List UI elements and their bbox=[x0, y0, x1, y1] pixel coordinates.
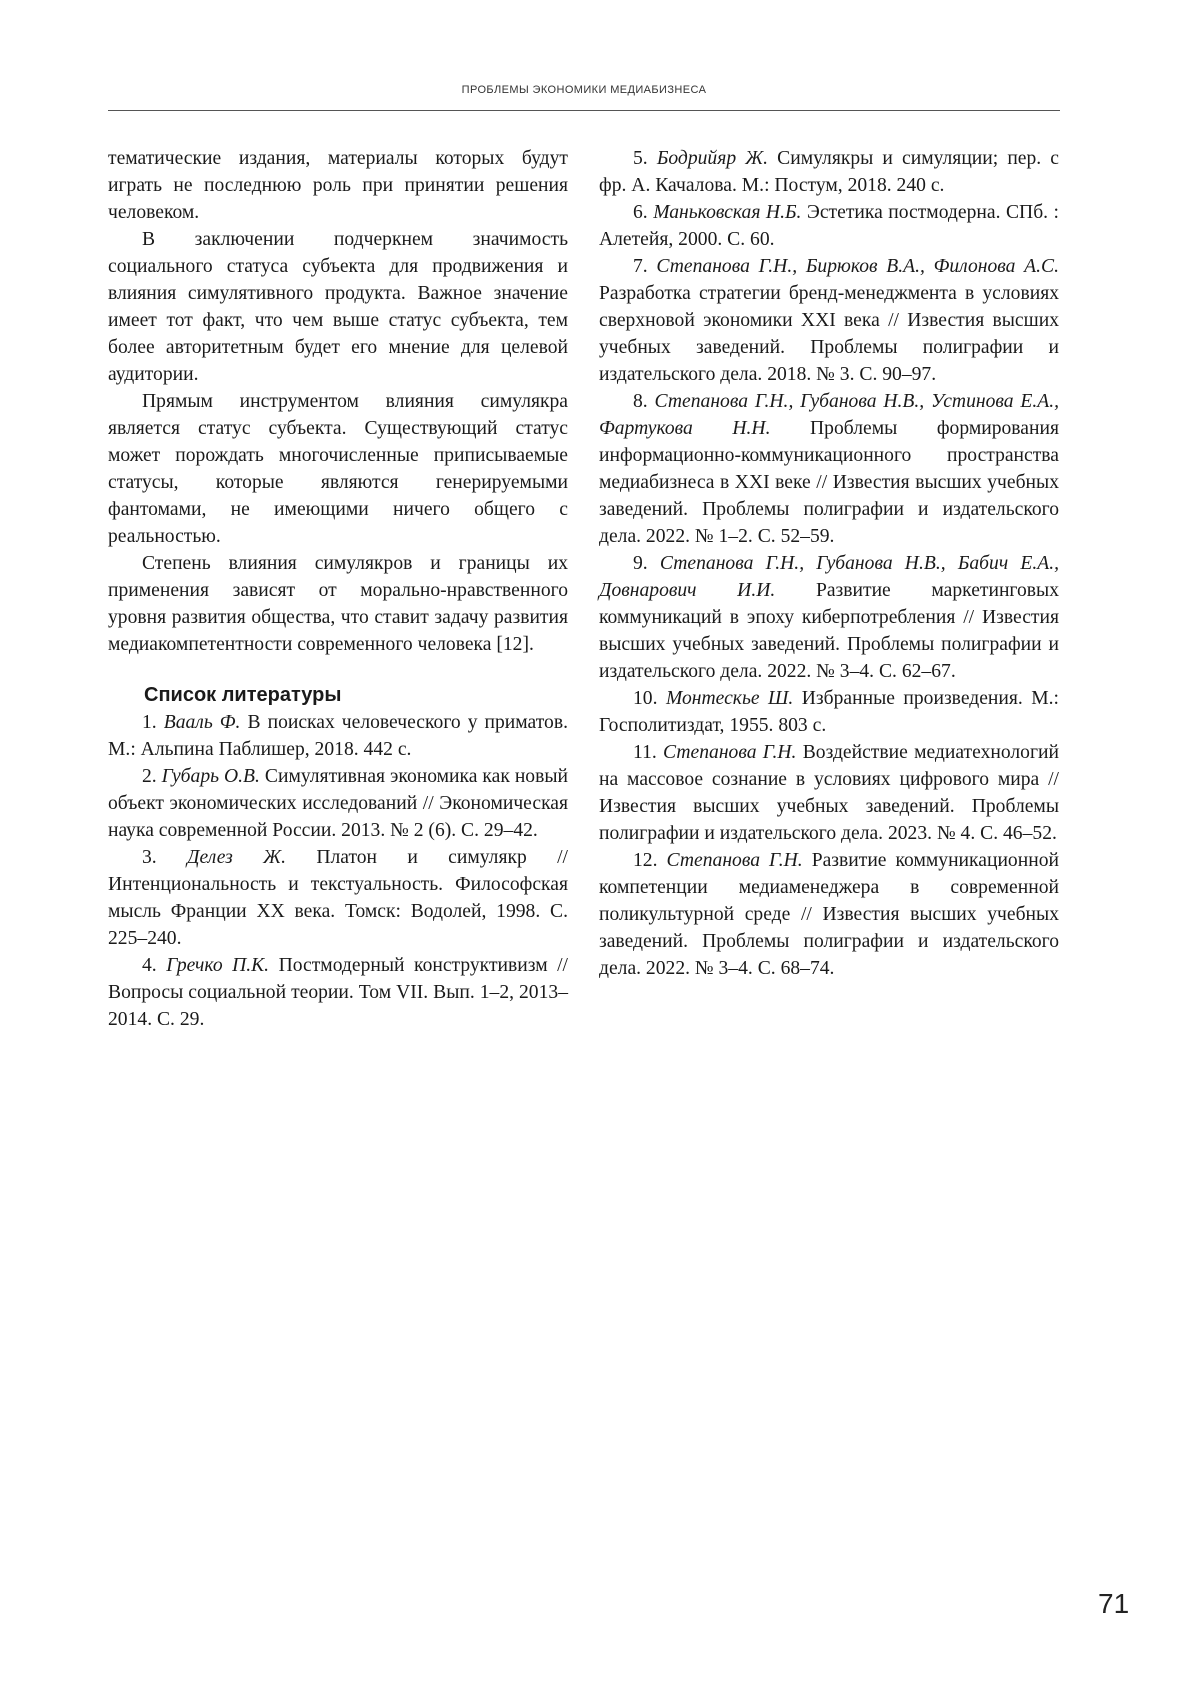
reference-text: В поисках человеческого у приматов. М.: Альпина Паблишер, 2018. 442 с. bbox=[108, 712, 568, 760]
reference-author: Вааль Ф. bbox=[163, 712, 241, 733]
reference-item bbox=[599, 739, 1059, 847]
reference-number: 4. bbox=[142, 955, 157, 976]
reference-text: Избранные произведения. М.: Госполитиздат, 1955. 803 с. bbox=[599, 688, 1059, 736]
reference-item bbox=[599, 199, 1059, 253]
reference-author: Монтескье Ш. bbox=[665, 688, 794, 709]
reference-text: Проблемы формирования информационно-коммуникационного пространства медиабизнеса в XXI веке // Известия высших учебных заведений. Проблемы полиграфии и издательского дела. 2022. № 1–2. С. 52–59. bbox=[599, 418, 1059, 547]
reference-item bbox=[599, 253, 1059, 388]
header-rule bbox=[108, 110, 1060, 111]
reference-author: Степанова Г.Н. bbox=[666, 850, 803, 871]
reference-author: Степанова Г.Н., Губанова Н.В., Устинова Е.А., Фартукова Н.Н. bbox=[599, 391, 1059, 439]
reference-author: Бодрийяр Ж. bbox=[656, 148, 769, 169]
reference-item bbox=[108, 844, 568, 952]
running-title: ПРОБЛЕМЫ ЭКОНОМИКИ МЕДИАБИЗНЕСА bbox=[461, 84, 707, 96]
reference-item bbox=[599, 847, 1059, 982]
reference-item bbox=[599, 550, 1059, 685]
reference-text: Постмодерный конструктивизм // Вопросы социальной теории. Том VII. Вып. 1–2, 2013–2014. С. 29. bbox=[108, 955, 568, 1030]
reference-text: Разработка стратегии бренд-менеджмента в условиях сверхновой экономики XXI века // Известия высших учебных заведений. Проблемы полиграфии и издательского дела. 2018. № 3. С. 90–97. bbox=[599, 283, 1059, 385]
reference-number: 1. bbox=[142, 712, 157, 733]
reference-number: 12. bbox=[633, 850, 658, 871]
body-paragraph: Степень влияния симулякров и границы их применения зависят от морально-нравственного уровня развития общества, что ставит задачу развития медиакомпетентности современного человека [12]. bbox=[108, 553, 568, 655]
reference-text: Симулякры и симуляции; пер. с фр. А. Качалова. М.: Постум, 2018. 240 с. bbox=[599, 148, 1059, 196]
reference-number: 7. bbox=[633, 256, 648, 277]
reference-item bbox=[108, 952, 568, 1033]
reference-text: Симулятивная экономика как новый объект экономических исследований // Экономическая наука современной России. 2013. № 2 (6). С. 29–42. bbox=[108, 766, 569, 841]
reference-number: 8. bbox=[633, 391, 648, 412]
references-heading: Список литературы bbox=[144, 684, 342, 706]
reference-text: Развитие коммуникационной компетенции медиаменеджера в современной поликультурной среде // Известия высших учебных заведений. Проблемы полиграфии и издательского дела. 2022. № 3–4. С. 68–74. bbox=[599, 850, 1059, 979]
reference-text: Эстетика постмодерна. СПб. : Алетейя, 2000. С. 60. bbox=[599, 202, 1059, 250]
reference-item bbox=[599, 388, 1059, 550]
reference-number: 6. bbox=[633, 202, 648, 223]
reference-author: Гречко П.К. bbox=[166, 955, 270, 976]
reference-author: Степанова Г.Н., Бирюков В.А., Филонова А.С. bbox=[656, 256, 1059, 277]
reference-author: Делез Ж. bbox=[187, 847, 286, 868]
reference-text: Воздействие медиатехнологий на массовое сознание в условиях цифрового мира // Известия высших учебных заведений. Проблемы полиграфии и издательского дела. 2023. № 4. С. 46–52. bbox=[599, 742, 1059, 844]
reference-item bbox=[108, 709, 568, 763]
reference-item bbox=[599, 685, 1059, 739]
body-paragraph: В заключении подчеркнем значимость социального статуса субъекта для продвижения и влияния симулятивного продукта. Важное значение имеет тот факт, что чем выше статус субъекта, тем более авторитетным будет его мнение для целевой аудитории. bbox=[108, 229, 568, 385]
reference-item bbox=[108, 763, 568, 844]
left-column bbox=[108, 145, 568, 1033]
reference-text: Платон и симулякр // Интенциональность и текстуальность. Философская мысль Франции XX века. Томск: Водолей, 1998. С. 225–240. bbox=[108, 847, 568, 949]
reference-author: Степанова Г.Н., Губанова Н.В., Бабич Е.А., Довнарович И.И. bbox=[599, 553, 1059, 601]
right-column bbox=[599, 145, 1059, 982]
reference-text: Развитие маркетинговых коммуникаций в эпоху киберпотребления // Известия высших учебных заведений. Проблемы полиграфии и издательского дела. 2022. № 3–4. С. 62–67. bbox=[599, 580, 1059, 682]
reference-number: 3. bbox=[142, 847, 157, 868]
reference-number: 10. bbox=[633, 688, 658, 709]
page-number: 71 bbox=[1098, 1588, 1130, 1619]
reference-number: 11. bbox=[633, 742, 657, 763]
reference-item bbox=[599, 145, 1059, 199]
reference-author: Маньковская Н.Б. bbox=[653, 202, 802, 223]
body-paragraph: Прямым инструментом влияния симулякра является статус субъекта. Существующий статус может порождать многочисленные приписываемые статусы, которые являются генерируемыми фантомами, не имеющими ничего общего с реальностью. bbox=[108, 391, 568, 547]
reference-author: Губарь О.В. bbox=[161, 766, 260, 787]
reference-number: 9. bbox=[633, 553, 648, 574]
body-paragraph: тематические издания, материалы которых будут играть не последнюю роль при принятии решения человеком. bbox=[108, 148, 568, 223]
reference-number: 5. bbox=[633, 148, 648, 169]
reference-number: 2. bbox=[142, 766, 157, 787]
reference-author: Степанова Г.Н. bbox=[663, 742, 797, 763]
